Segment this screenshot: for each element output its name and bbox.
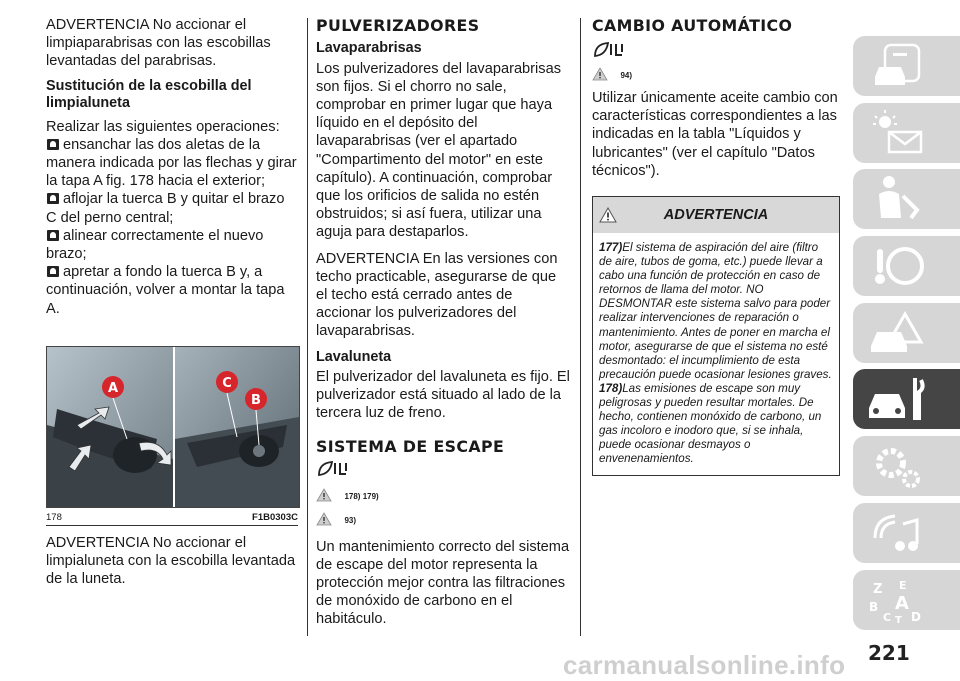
svg-text:C: C [883,610,892,624]
bullet-icon [47,230,59,241]
warning-refs: 178) 179) [344,491,379,501]
column-divider [307,18,308,636]
heading-sistema-escape: SISTEMA DE ESCAPE [316,436,505,456]
tab-emergency[interactable] [853,303,960,363]
svg-text:E: E [899,578,907,592]
note-icon [316,512,332,526]
warning-text: Las emisiones de escape son muy peligrosas y pueden resultar mortales. De hecho, contienen monóxido de carbono, un gas incoloro e inodoro que, si se inhala, puede ocasionar desmayos o envenenamientos. [599,381,822,466]
svg-text:Z: Z [873,581,883,597]
warning-body [593,233,839,475]
column-middle [316,16,570,629]
car-maintenance-icon [867,374,927,424]
eco-leaf-icon [316,459,350,479]
tab-technical-data[interactable] [853,436,960,496]
note-refs: 93) [344,515,357,525]
warning-number: 177) [599,241,623,255]
list-item: alinear correctamente el nuevo brazo; [46,227,264,263]
warning-item [599,382,833,467]
svg-text:T: T [895,614,902,625]
subheading-lavaluneta: Lavaluneta [316,348,392,365]
note-icon [592,67,608,81]
warning-title: ADVERTENCIA [663,207,769,224]
svg-text:A: A [895,592,909,614]
watermark: carmanualsonline.info [563,650,846,680]
escape-paragraph: Un mantenimiento correcto del sistema de escape del motor representa la protección mejor contra las filtraciones de monóxido de carbono en el habitáculo. [316,538,570,628]
column-left [46,16,298,588]
column-divider [580,18,581,636]
figure-label: B [251,392,261,408]
chapter-tabs [853,36,960,636]
svg-text:B: B [869,599,879,614]
tab-start-driving[interactable] [853,236,960,296]
column-right [592,16,840,476]
eco-logo [316,459,570,484]
heading-pulverizadores: PULVERIZADORES [316,16,480,35]
page-number: 221 [868,641,910,665]
warning-item [599,241,833,382]
subheading-limpialuneta: Sustitución de la escobilla del limpialuneta [46,77,252,112]
key-steering-icon [867,241,927,291]
list-item: ensanchar las dos aletas de la manera indicada por las flechas y girar la tapa A fig. 178 hacia el exterior; [46,136,297,190]
eco-leaf-icon [592,40,626,60]
bullet-icon [47,193,59,204]
figure-label: C [222,375,232,391]
advertencia-paragraph-1: ADVERTENCIA No accionar el limpiaparabrisas con las escobillas levantadas del parabrisas. [46,17,271,70]
tab-multimedia[interactable] [853,503,960,563]
tab-maintenance[interactable] [853,369,960,429]
warning-box [592,196,840,476]
svg-text:D: D [911,609,921,624]
tab-warning-lights[interactable] [853,103,960,163]
warning-lights-icon [867,108,927,158]
multimedia-icon [867,508,927,558]
bullet-icon [47,139,59,150]
tab-car-info[interactable] [853,36,960,96]
warning-number: 178) [599,381,623,395]
wiper-arm-illustration [47,347,299,507]
heading-cambio-automatico: CAMBIO AUTOMÁTICO [592,16,793,35]
intro-text: Realizar las siguientes operaciones: [46,118,280,135]
eco-logo [592,40,840,65]
techo-advertencia-paragraph: ADVERTENCIA En las versiones con techo practicable, asegurarse de que el techo está cerrado antes de accionar los pulverizadores del lavaparabrisas. [316,250,558,340]
warning-refs-row [316,488,570,506]
list-item: aflojar la tuerca B y quitar el brazo C del perno central; [46,191,285,226]
cambio-paragraph: Utilizar únicamente aceite cambio con características correspondientes a las indicadas en la tabla "Líquidos y lubricantes" (ver el capítulo "Datos técnicos"). [592,90,838,179]
pulverizadores-paragraph: Los pulverizadores del lavaparabrisas son fijos. Si el chorro no sale, comprobar en primer lugar que haya líquido en el depósito del lavaparabrisas (ver el apartado "Compartimento del motor" en este capítulo). A continuación, comprobar que los orificios de salida no estén obstruidos; si así fuera, utilizar una aguja para destaparlos. [316,60,561,241]
index-icon [867,575,927,625]
warning-triangle-icon [316,488,332,502]
technical-data-icon [867,441,927,491]
tab-safety[interactable] [853,169,960,229]
note-refs-row [316,512,570,530]
note-refs: 94) [620,71,633,80]
roadside-emergency-icon [867,308,927,358]
warning-text: El sistema de aspiración del aire (filtro de aire, tubos de goma, etc.) puede llevar a cabo una función de protección en caso de retornos de llama del motor. NO DESMONTAR este sistema salvo para poder realizar intervenciones de reparación o mantenimiento. Antes de poner en marcha el motor, asegurarse de que el sistema no esté desmontado: el incumplimiento de esta precaución puede ocasionar lesiones graves. [599,241,832,381]
figure-label: A [107,380,119,396]
tab-index[interactable] [853,570,960,630]
figure-wiper-arm [46,346,300,508]
advertencia-paragraph-2: ADVERTENCIA No accionar el limpialuneta con la escobilla levantada de la luneta. [46,534,296,588]
lavaluneta-paragraph: El pulverizador del lavaluneta es fijo. El pulverizador está situado al lado de la tercera luz de freno. [316,369,570,422]
seatbelt-airbag-icon [867,174,927,224]
note-refs-row [592,67,840,85]
figure-number: 178 [46,511,62,523]
bullet-icon [47,266,59,277]
subheading-lavaparabrisas: Lavaparabrisas [316,40,422,56]
figure-code: F1B0303C [252,511,298,523]
warning-header [593,197,839,233]
figure-caption [46,512,298,523]
caption-divider [46,525,298,526]
list-item: apretar a fondo la tuerca B y, a continuación, volver a montar la tapa A. [46,264,285,317]
car-info-icon [867,41,927,91]
